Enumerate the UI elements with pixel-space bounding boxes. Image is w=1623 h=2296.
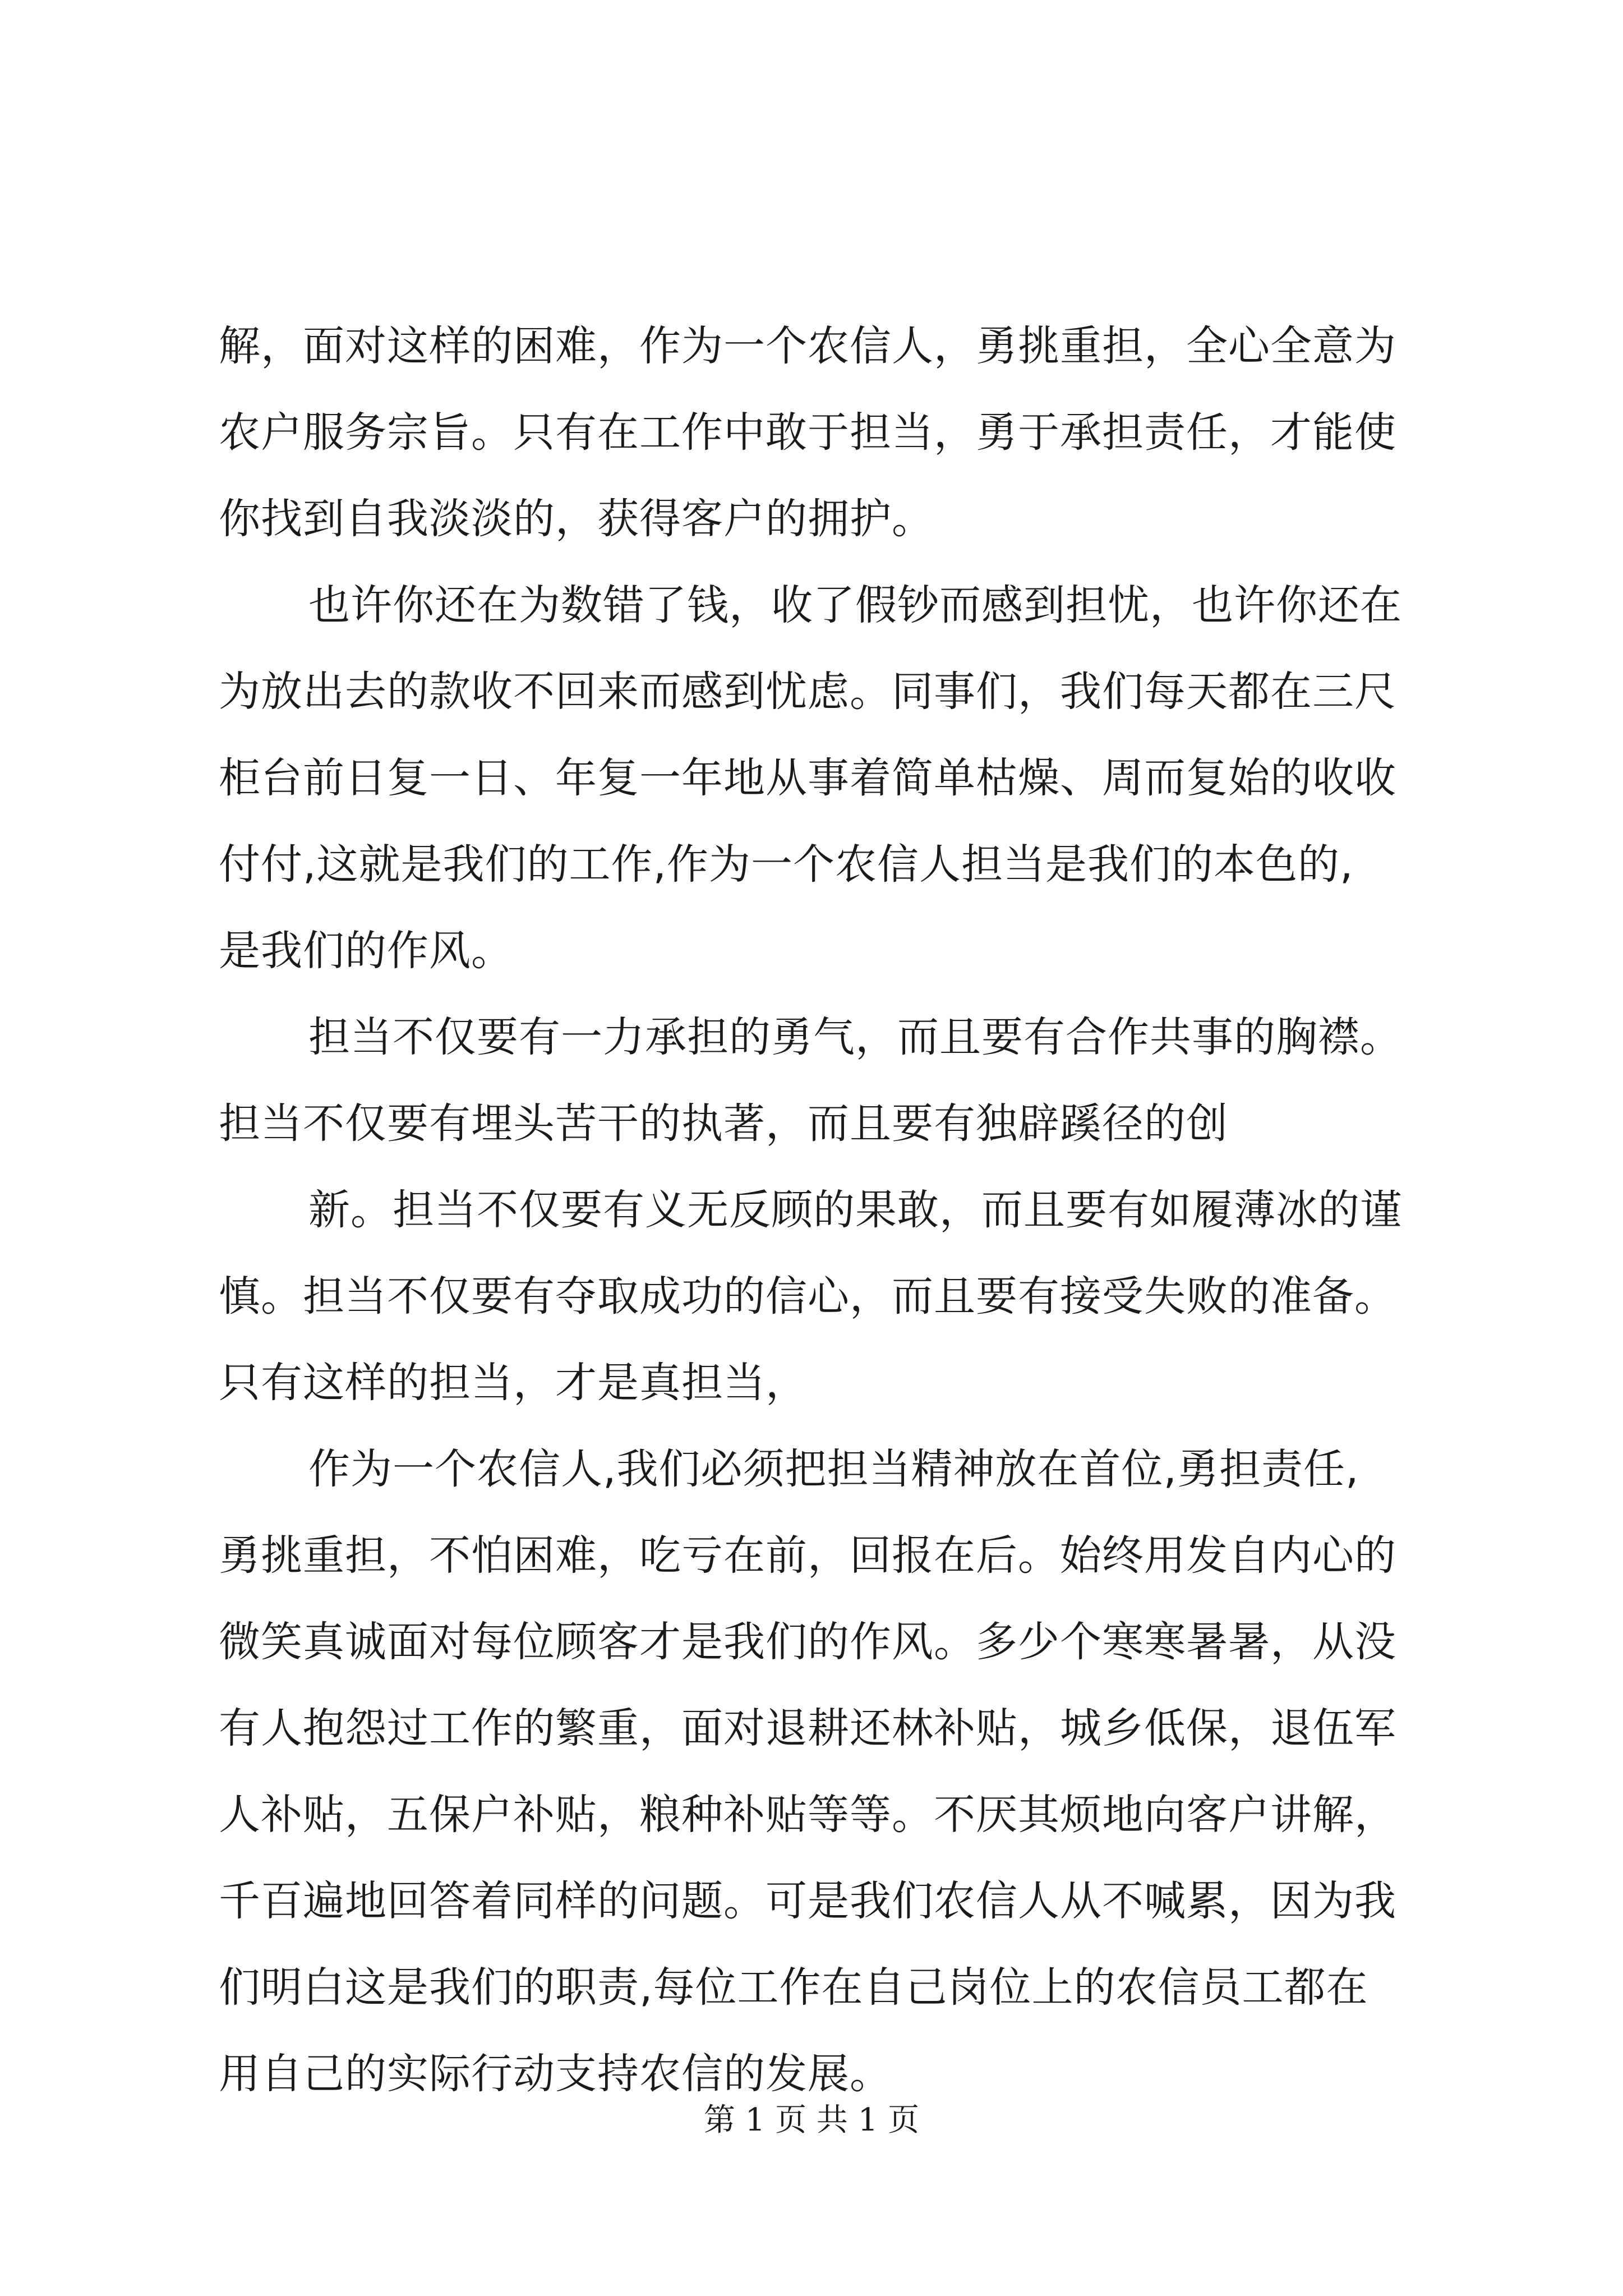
text-line: 你找到自我淡淡的，获得客户的拥护。 [219,495,934,543]
text-line: 人补贴，五保户补贴，粮种补贴等等。不厌其烦地向客户讲解， [219,1791,1396,1839]
text-line: 们明白这是我们的职责,每位工作在自己岗位上的农信员工都在 [219,1963,1368,2012]
text-line: 担当不仅要有埋头苦干的执著，而且要有独辟蹊径的创 [219,1099,1228,1148]
text-line: 作为一个农信人,我们必须把担当精神放在首位,勇担责任, [308,1445,1359,1493]
text-line: 微笑真诚面对每位顾客才是我们的作风。多少个寒寒暑暑，从没 [219,1618,1396,1666]
text-line: 新。担当不仅要有义无反顾的果敢，而且要有如履薄冰的谨 [308,1186,1402,1234]
text-line: 解，面对这样的困难，作为一个农信人，勇挑重担，全心全意为 [219,322,1396,370]
text-line: 勇挑重担，不怕困难，吃亏在前，回报在后。始终用发自内心的 [219,1531,1396,1580]
text-line: 担当不仅要有一力承担的勇气，而且要有合作共事的胸襟。 [308,1013,1402,1061]
text-line: 千百遍地回答着同样的问题。可是我们农信人从不喊累，因为我 [219,1877,1396,1925]
text-line: 农户服务宗旨。只有在工作中敢于担当，勇于承担责任，才能使 [219,408,1396,457]
text-line: 也许你还在为数错了钱，收了假钞而感到担忧，也许你还在 [308,581,1402,629]
page-number-footer: 第 1 页 共 1 页 [703,2102,920,2138]
text-line: 为放出去的款收不回来而感到忧虑。同事们，我们每天都在三尺 [219,668,1396,716]
text-line: 慎。担当不仅要有夺取成功的信心，而且要有接受失败的准备。 [219,1272,1396,1320]
text-line: 只有这样的担当，才是真担当， [219,1359,808,1407]
document-body [219,303,1413,2117]
text-line: 付付,这就是我们的工作,作为一个农信人担当是我们的本色的, [219,840,1354,889]
text-line: 用自己的实际行动支持农信的发展。 [219,2050,892,2098]
text-line: 有人抱怨过工作的繁重，面对退耕还林补贴，城乡低保，退伍军 [219,1704,1396,1752]
text-line: 柜台前日复一日、年复一年地从事着简单枯燥、周而复始的收收 [219,754,1396,802]
text-line: 是我们的作风。 [219,927,513,975]
